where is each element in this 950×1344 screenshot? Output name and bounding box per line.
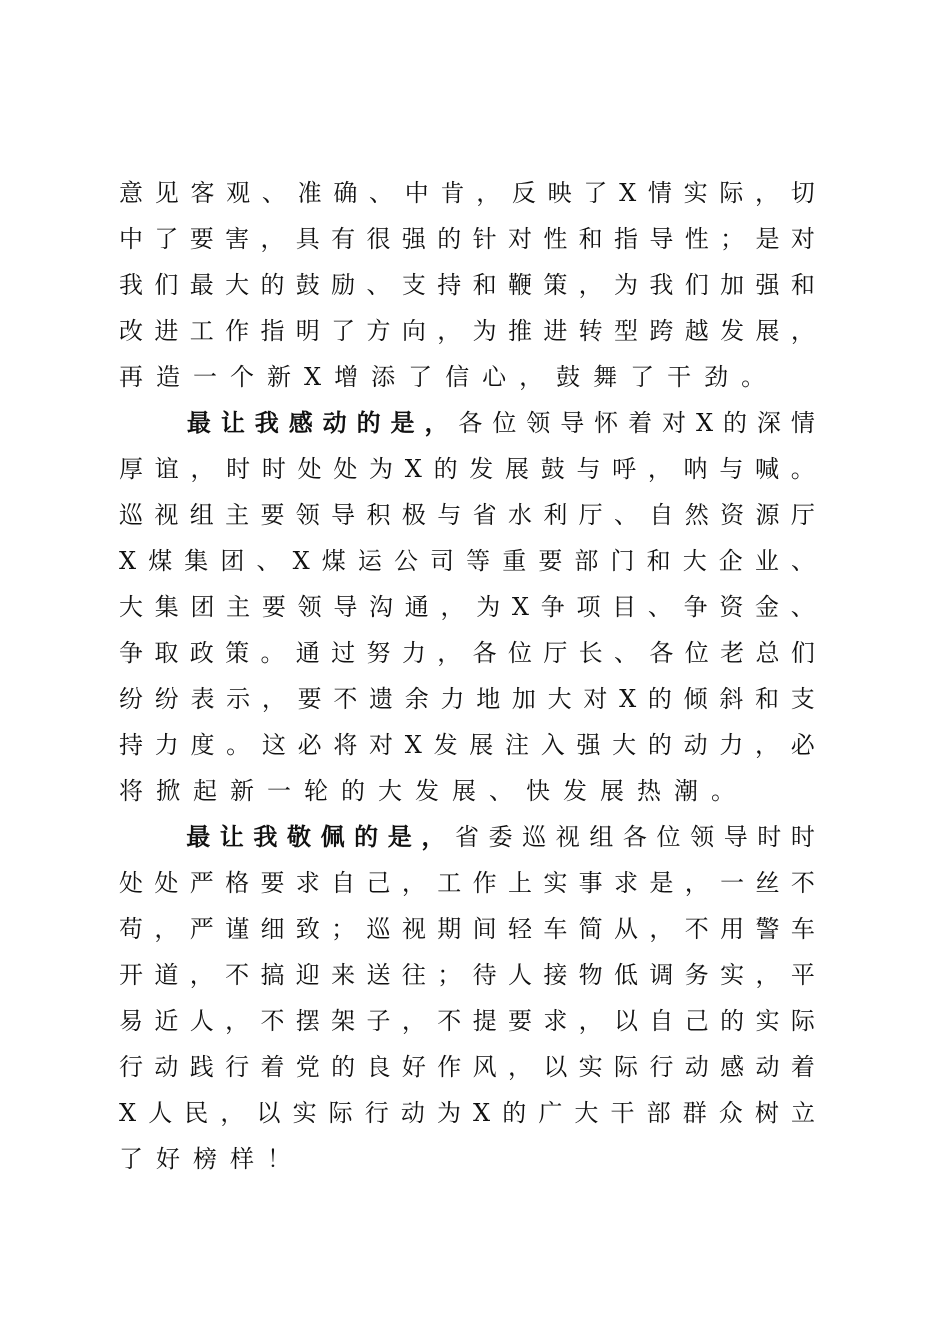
- text-line: 改 进 工 作 指 明 了 方 向 ， 为 推 进 转 型 跨 越 发 展 ，: [119, 317, 815, 345]
- text-line: 巡 视 组 主 要 领 导 积 极 与 省 水 利 厅 、 自 然 资 源 厅: [119, 501, 815, 529]
- text-line: 持 力 度 。 这 必 将 对 X 发 展 注 入 强 大 的 动 力 ， 必: [119, 731, 815, 759]
- text-line: X 煤 集 团 、 X 煤 运 公 司 等 重 要 部 门 和 大 企 业 、: [119, 547, 815, 575]
- text-line: 再 造 一 个 新 X 增 添 了 信 心 ， 鼓 舞 了 干 劲 。: [119, 363, 766, 391]
- text-line: 最 让 我 敬 佩 的 是 ， 省 委 巡 视 组 各 位 领 导 时 时: [186, 822, 815, 851]
- text-line: 易 近 人 ， 不 摆 架 子 ， 不 提 要 求 ， 以 自 己 的 实 际: [119, 1007, 815, 1035]
- text-line: 苟 ， 严 谨 细 致 ； 巡 视 期 间 轻 车 简 从 ， 不 用 警 车: [119, 915, 815, 943]
- text-line: 厚 谊 ， 时 时 处 处 为 X 的 发 展 鼓 与 呼 ， 呐 与 喊 。: [119, 455, 815, 483]
- text-line: 意 见 客 观 、 准 确 、 中 肯 ， 反 映 了 X 情 实 际 ， 切: [119, 179, 815, 207]
- text-line: 大 集 团 主 要 领 导 沟 通 ， 为 X 争 项 目 、 争 资 金 、: [119, 593, 815, 621]
- text-line: 最 让 我 感 动 的 是 ， 各 位 领 导 怀 着 对 X 的 深 情: [186, 408, 815, 437]
- text-line: 了 好 榜 样 ！: [119, 1145, 291, 1173]
- text-line: 我 们 最 大 的 鼓 励 、 支 持 和 鞭 策 ， 为 我 们 加 强 和: [119, 271, 815, 299]
- text-line: 行 动 践 行 着 党 的 良 好 作 风 ， 以 实 际 行 动 感 动 着: [119, 1053, 815, 1081]
- document-body: [119, 170, 815, 1182]
- text-line: 开 道 ， 不 搞 迎 来 送 往 ； 待 人 接 物 低 调 务 实 ， 平: [119, 961, 815, 989]
- text-line: 将 掀 起 新 一 轮 的 大 发 展 、 快 发 展 热 潮 。: [119, 777, 735, 805]
- text-line: 中 了 要 害 ， 具 有 很 强 的 针 对 性 和 指 导 性 ； 是 对: [119, 225, 815, 253]
- text-line: 纷 纷 表 示 ， 要 不 遗 余 力 地 加 大 对 X 的 倾 斜 和 支: [119, 685, 815, 713]
- text-line: 争 取 政 策 。 通 过 努 力 ， 各 位 厅 长 、 各 位 老 总 们: [119, 639, 815, 667]
- text-line: X 人 民 ， 以 实 际 行 动 为 X 的 广 大 干 部 群 众 树 立: [119, 1099, 815, 1127]
- text-line: 处 处 严 格 要 求 自 己 ， 工 作 上 实 事 求 是 ， 一 丝 不: [119, 869, 815, 897]
